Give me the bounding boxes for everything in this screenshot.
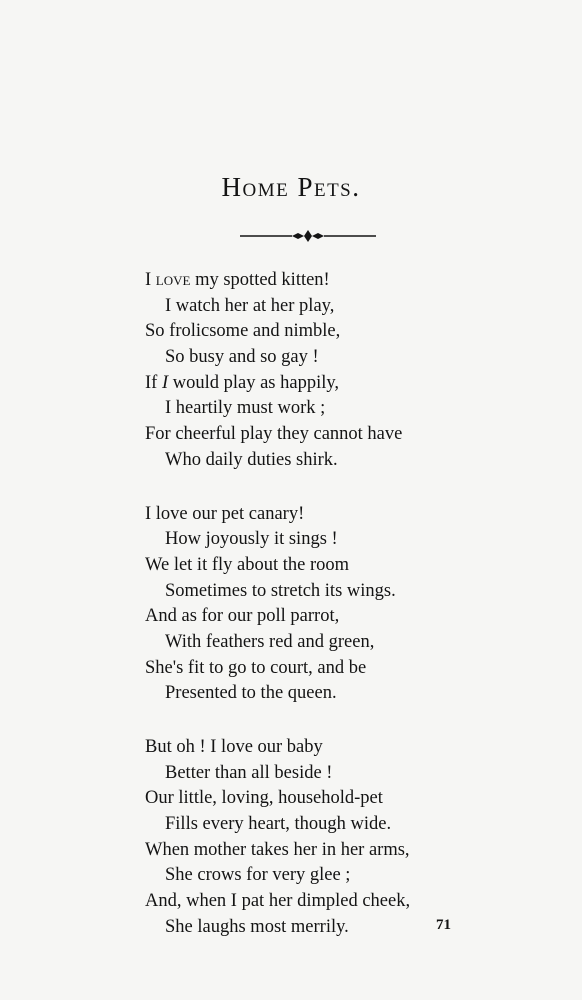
poem-body [145, 268, 545, 969]
poem-line: When mother takes her in her arms, [145, 839, 410, 860]
poem-line [145, 371, 545, 397]
poem-line: So frolicsome and nimble, [145, 321, 341, 342]
poem-line-pre: If [145, 372, 162, 393]
poem-line: She laughs most merrily. [165, 916, 349, 937]
poem-line: For cheerful play they cannot have [145, 424, 403, 445]
poem-line: Fills every heart, though wide. [165, 814, 392, 835]
poem-line: With feathers red and green, [165, 631, 375, 652]
poem-line: Who daily duties shirk. [165, 449, 338, 470]
poem-line: Our little, loving, household-pet [145, 788, 383, 809]
poem-line: Sometimes to stretch its wings. [165, 580, 396, 601]
poem-line-small-caps: love [155, 270, 191, 290]
poem-line-post: would play as happily, [168, 372, 340, 393]
poem-line: And as for our poll parrot, [145, 606, 340, 627]
poem-line: How joyously it sings ! [165, 529, 338, 550]
poem-line: And, when I pat her dimpled cheek, [145, 891, 411, 912]
poem-line: I heartily must work ; [165, 398, 326, 419]
page-number: 71 [436, 917, 451, 933]
poem-line: But oh ! I love our baby [145, 737, 323, 757]
poem-line: She crows for very glee ; [165, 865, 351, 886]
poem-line-initial: I [145, 270, 152, 290]
poem-line: Presented to the queen. [165, 683, 337, 704]
poem-line: We let it fly about the room [145, 554, 350, 575]
poem-line [145, 268, 545, 294]
poem-line-italic: I [161, 372, 169, 393]
stanza [145, 735, 545, 941]
title-ornament [240, 229, 376, 243]
poem-line: I watch her at her play, [165, 295, 335, 316]
stanza [145, 502, 545, 708]
poem-line: Better than all beside ! [165, 762, 333, 783]
poem-title: Home Pets. [221, 172, 361, 202]
poem-line-rest: my spotted kitten! [190, 270, 330, 290]
poem-line: I love our pet canary! [145, 503, 305, 524]
poem-line: She's fit to go to court, and be [145, 657, 367, 678]
poem-line: So busy and so gay ! [165, 347, 319, 368]
stanza [145, 268, 545, 474]
